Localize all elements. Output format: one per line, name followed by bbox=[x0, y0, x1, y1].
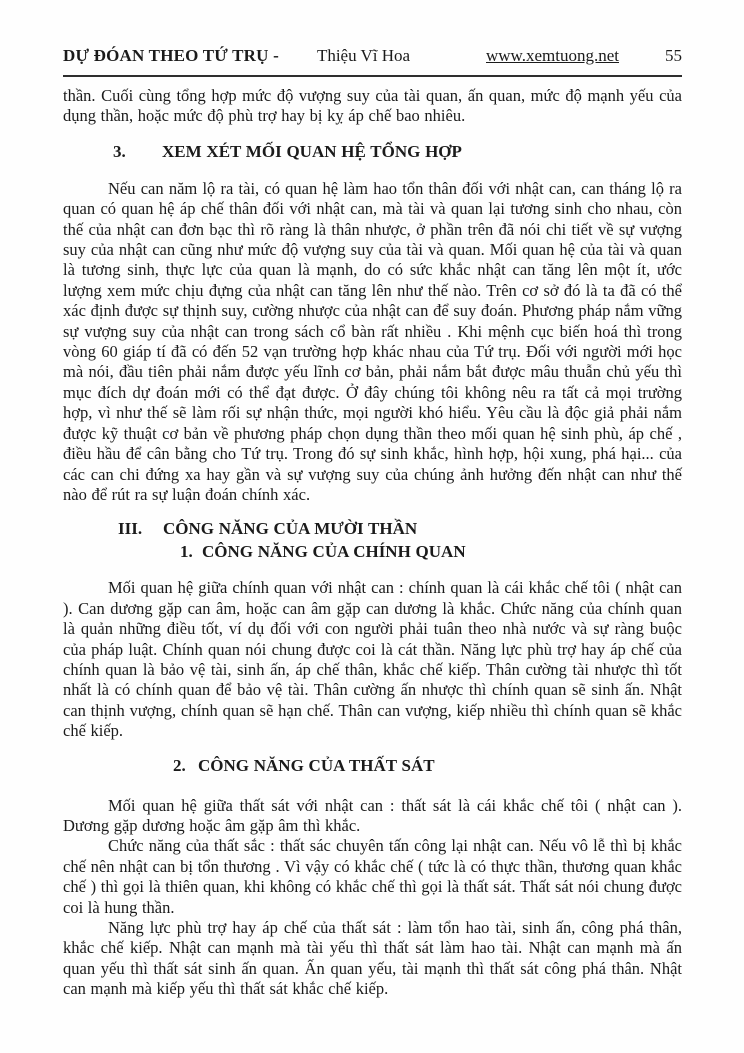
that-sat-paragraph-2: Chức năng của thất sắc : thất sác chuyên tấn công lại nhật can. Nếu vô lễ thì bị khắc chế nên nhật can bị tổn thương . Vì vậy có khắc chế ( tức là có thực thần, thương quan khắc chế ) thì gọi là thiên quan, khi không có khắc chế thì gọi là thất sát. Thất sát nói chung được coi là hung thần. bbox=[63, 836, 682, 917]
subsection-1-title: CÔNG NĂNG CỦA CHÍNH QUAN bbox=[202, 542, 466, 562]
subsection-1-heading bbox=[118, 540, 682, 563]
section-3-number: 3. bbox=[113, 141, 126, 161]
header-rule bbox=[63, 75, 682, 77]
section-iii-heading bbox=[63, 517, 682, 563]
section-iii-headline bbox=[118, 517, 682, 540]
subsection-2-title: CÔNG NĂNG CỦA THẤT SÁT bbox=[198, 755, 435, 775]
page-number: 55 bbox=[665, 46, 682, 65]
section-iii-number: III. bbox=[118, 519, 143, 539]
book-title: DỰ ĐÓAN THEO TỨ TRỤ - bbox=[63, 46, 279, 65]
page-body bbox=[63, 86, 682, 1000]
that-sat-paragraph-1: Mối quan hệ giữa thất sát với nhật can : thất sát là cái khắc chế tôi ( nhật can ). Dương gặp dương hoặc âm gặp âm thì khắc. bbox=[63, 795, 682, 835]
section-3-title: XEM XÉT MỐI QUAN HỆ TỔNG HỢP bbox=[162, 141, 462, 161]
subsection-2-heading bbox=[63, 755, 682, 776]
website-link[interactable]: www.xemtuong.net bbox=[486, 46, 619, 65]
section-3-paragraph: Nếu can năm lộ ra tài, có quan hệ làm hao tổn thân đối với nhật can, can tháng lộ ra quan có quan hệ áp chế thân đối với nhật can, mà tài và quan lại tương sinh cho nhau, còn thế của nhật can đơn bạc thì rõ ràng là thân nhược, ở phần trên đã nói chi tiết về sự vượng suy của nhật can cũng như mức độ vượng suy của tài và quan. Mối quan hệ của tài và quan là tương sinh, thực lực của quan là mạnh, do có sức khắc nhật can tăng lên một ít, ước lượng xem mức chịu đựng của nhật can tăng lên như thế nào. Trên cơ sở đó là ta đã có thể xác định được sự thịnh suy, cường nhược của nhật can để suy đoán. Phương pháp nắm vững sự vượng suy của nhật can trong sách cổ bàn rất nhiều . Khi mệnh cục biến hoá thì trong vòng 60 giáp tí đã có đến 52 vạn trường hợp khác nhau của Tứ trụ. Đối với người mới học mà nói, đầu tiên phải nắm được yếu lĩnh cơ bản, phải nắm bắt được mâu thuẫn chủ yếu thì mục đích dự đoán mới có thể đạt được. Ở đây chúng tôi không nêu ra tất cả mọi trường hợp, vì như thế sẽ làm rối sự nhận thức, mọi người khó hiểu. Yêu cầu là độc giả phải nắm được kỹ thuật cơ bản về phương pháp chọn dụng thần theo mối quan hệ sinh phù, áp chế , điều hầu để cân bằng cho Tứ trụ. Trong đó sự sinh khắc, hình hợp, hội xung, phá hại... của các can chi đứng xa hay gần và sự vượng suy của chúng ảnh hưởng đến nhật can như thế nào để rút ra sự luận đoán chính xác. bbox=[63, 178, 682, 504]
page-header bbox=[63, 46, 682, 66]
author-name: Thiệu Vĩ Hoa bbox=[316, 46, 411, 65]
chinh-quan-paragraph: Mối quan hệ giữa chính quan với nhật can : chính quan là cái khắc chế tôi ( nhật can ). Can dương gặp can âm, hoặc can âm gặp can dương là khắc. Chức năng của chính quan là quản những điều tốt, ví dụ đối với con người phải tuân theo nhà nước và sự ràng buộc của pháp luật. Chính quan nói chung được coi là cát thần. Năng lực phù trợ hay áp chế của chính quan là bảo vệ tài, sinh ấn, áp chế thân, khắc chế kiếp. Thân cường tài nhược thì tốt nhất là có chính quan để bảo vệ tài. Thân cường ấn nhược thì chính quan sẽ sinh ấn. Nhật can thịnh vượng, chính quan sẽ hạn chế. Thân can vượng, kiếp nhiều thì chính quan sẽ khắc chế kiếp. bbox=[63, 578, 682, 741]
subsection-2-number: 2. bbox=[173, 755, 186, 775]
that-sat-paragraph-3: Năng lực phù trợ hay áp chế của thất sát : làm tổn hao tài, sinh ấn, công phá thân, khắc chế kiếp. Nhật can mạnh mà tài yếu thì thất sát làm hao tài. Nhật can mạnh mà ấn quan yếu thì thất sát sinh ấn quan. Ấn quan yếu, tài mạnh thì thất sát công phá thân. Nhật can mạnh mà kiếp yếu thì thất sát khắc chế kiếp. bbox=[63, 918, 682, 999]
subsection-1-number: 1. bbox=[180, 542, 193, 562]
section-3-heading bbox=[63, 141, 682, 162]
continuation-paragraph: thần. Cuối cùng tổng hợp mức độ vượng suy của tài quan, ấn quan, mức độ mạnh yếu của dụng thần, hoặc mức độ phù trợ hay bị kỵ áp chế bao nhiêu. bbox=[63, 86, 682, 126]
section-iii-title: CÔNG NĂNG CỦA MƯỜI THẦN bbox=[163, 519, 418, 539]
